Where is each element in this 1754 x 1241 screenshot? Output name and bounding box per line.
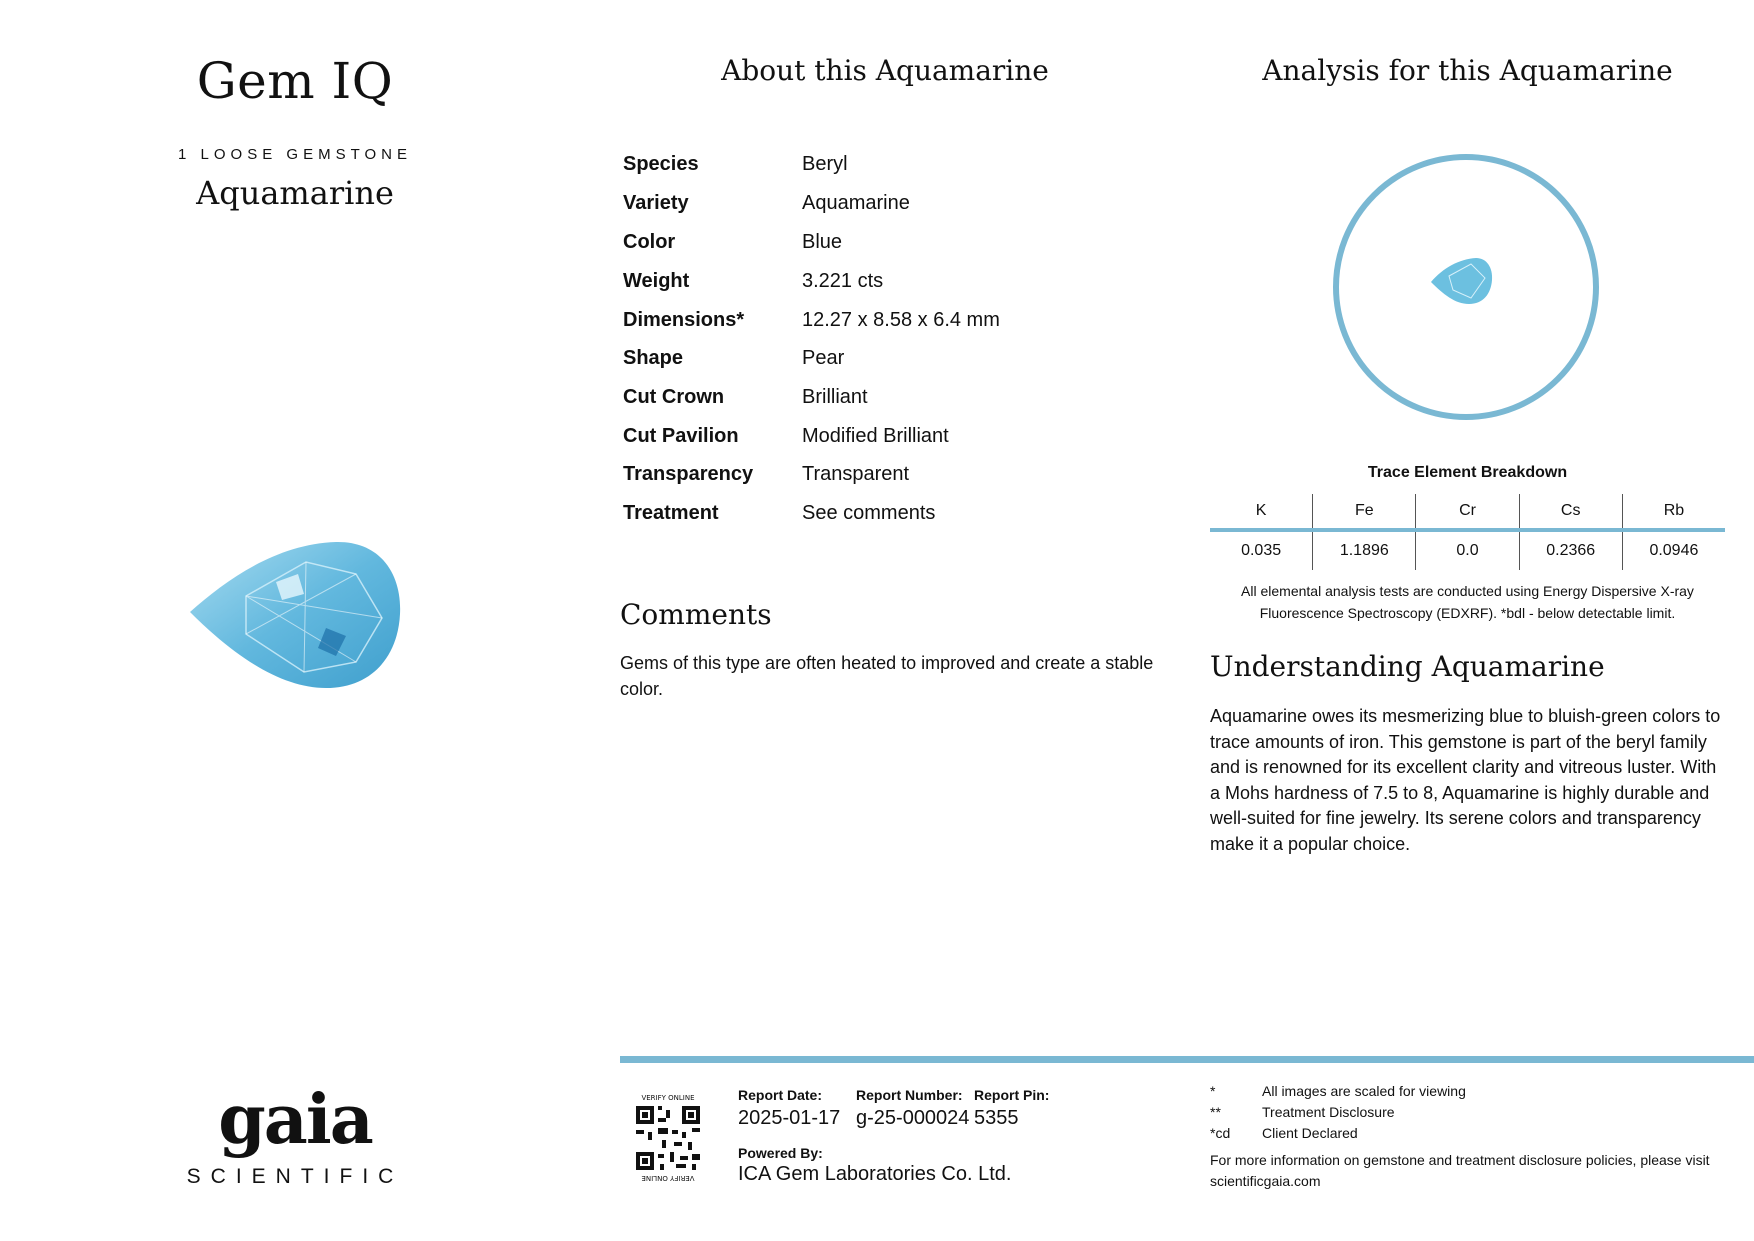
prop-value-dimensions: 12.27 x 8.58 x 6.4 mm (802, 309, 1000, 331)
prop-label-color: Color (623, 231, 676, 253)
report-pin: 5355 (974, 1107, 1019, 1129)
report-date-label: Report Date: (738, 1087, 823, 1103)
prop-value-species: Beryl (802, 153, 848, 175)
powered-by: ICA Gem Laboratories Co. Ltd. (738, 1163, 1012, 1185)
prop-label-transparency: Transparency (623, 463, 754, 485)
trace-symbol: Cs (1519, 494, 1622, 528)
gemstone-image (186, 538, 404, 690)
analysis-heading: Analysis for this Aquamarine (1262, 54, 1673, 87)
prop-label-species: Species (623, 153, 699, 175)
qr-code[interactable] (622, 1092, 714, 1184)
legend-text: All images are scaled for viewing (1262, 1083, 1466, 1099)
trace-symbol: Fe (1312, 494, 1415, 528)
legend-text: Treatment Disclosure (1262, 1104, 1395, 1120)
trace-value: 0.2366 (1519, 532, 1622, 570)
report-number: g-25-000024 (856, 1107, 970, 1129)
understanding-text: Aquamarine owes its mesmerizing blue to bluish-green colors to trace amounts of iron. This gemstone is part of the beryl family and is renowned for its excellent clarity and vitreous luster. With a Mohs hardness of 7.5 to 8, Aquamarine is highly durable and well-suited for fine jewelry. Its serene colors and transparency make it a popular choice. (1210, 706, 1721, 854)
powered-by-label: Powered By: (738, 1145, 823, 1161)
comments-text: Gems of this type are often heated to improved and create a stable color. (620, 653, 1154, 699)
disclosure-info-text: For more information on gemstone and treatment disclosure policies, please visit scientificgaia.com (1210, 1152, 1710, 1189)
prop-label-variety: Variety (623, 192, 689, 214)
verify-online-label: VERIFY ONLINE (641, 1094, 695, 1102)
trace-value: 0.0 (1415, 532, 1518, 570)
prop-value-variety: Aquamarine (802, 192, 910, 214)
trace-header-row (1210, 494, 1725, 528)
prop-label-dimensions: Dimensions* (623, 309, 745, 331)
trace-value: 1.1896 (1312, 532, 1415, 570)
understanding-heading: Understanding Aquamarine (1210, 650, 1605, 683)
trace-value: 0.035 (1241, 542, 1282, 559)
prop-value-cut-crown: Brilliant (802, 386, 868, 408)
trace-value-row (1210, 532, 1725, 570)
legend-symbol: *cd (1210, 1125, 1231, 1141)
prop-value-transparency: Transparent (802, 463, 910, 485)
trace-symbol: Rb (1622, 494, 1725, 528)
prop-label-treatment: Treatment (623, 502, 719, 524)
footer-rule (620, 1056, 1754, 1063)
analysis-note: All elemental analysis tests are conducted using Energy Dispersive X-ray Fluorescence Spectroscopy (EDXRF). *bdl - below detectable limit. (1241, 583, 1694, 621)
legend-text: Client Declared (1262, 1125, 1358, 1141)
prop-value-weight: 3.221 cts (802, 270, 884, 292)
comments-heading: Comments (620, 598, 772, 631)
prop-label-weight: Weight (623, 270, 690, 292)
report-number-label: Report Number: (856, 1087, 963, 1103)
report-date: 2025-01-17 (738, 1107, 841, 1129)
trace-value: 0.0946 (1622, 532, 1725, 570)
prop-label-shape: Shape (623, 347, 684, 369)
report-pin-label: Report Pin: (974, 1087, 1050, 1103)
prop-value-shape: Pear (802, 347, 845, 369)
trace-symbol: K (1255, 502, 1267, 519)
trace-element-table (1210, 494, 1725, 570)
legend-symbol: ** (1210, 1104, 1221, 1120)
gem-halo-image (1331, 152, 1601, 422)
gemstone-count-label: 1 LOOSE GEMSTONE (178, 146, 412, 163)
prop-value-treatment: See comments (802, 502, 936, 524)
gem-name: Aquamarine (196, 174, 394, 212)
trace-symbol: Cr (1415, 494, 1518, 528)
about-heading: About this Aquamarine (721, 54, 1049, 87)
gaia-logo-subtitle: SCIENTIFIC (186, 1165, 404, 1188)
verify-online-label-flipped: VERIFY ONLINE (641, 1174, 695, 1182)
trace-element-title: Trace Element Breakdown (1367, 464, 1568, 481)
legend-symbol: * (1210, 1083, 1216, 1099)
prop-label-cut-crown: Cut Crown (623, 386, 725, 408)
prop-value-color: Blue (802, 231, 843, 253)
prop-label-cut-pavilion: Cut Pavilion (623, 425, 739, 447)
brand-title: Gem IQ (196, 52, 394, 110)
prop-value-cut-pavilion: Modified Brilliant (802, 425, 949, 447)
gaia-logo-wordmark: gaia (218, 1080, 372, 1160)
